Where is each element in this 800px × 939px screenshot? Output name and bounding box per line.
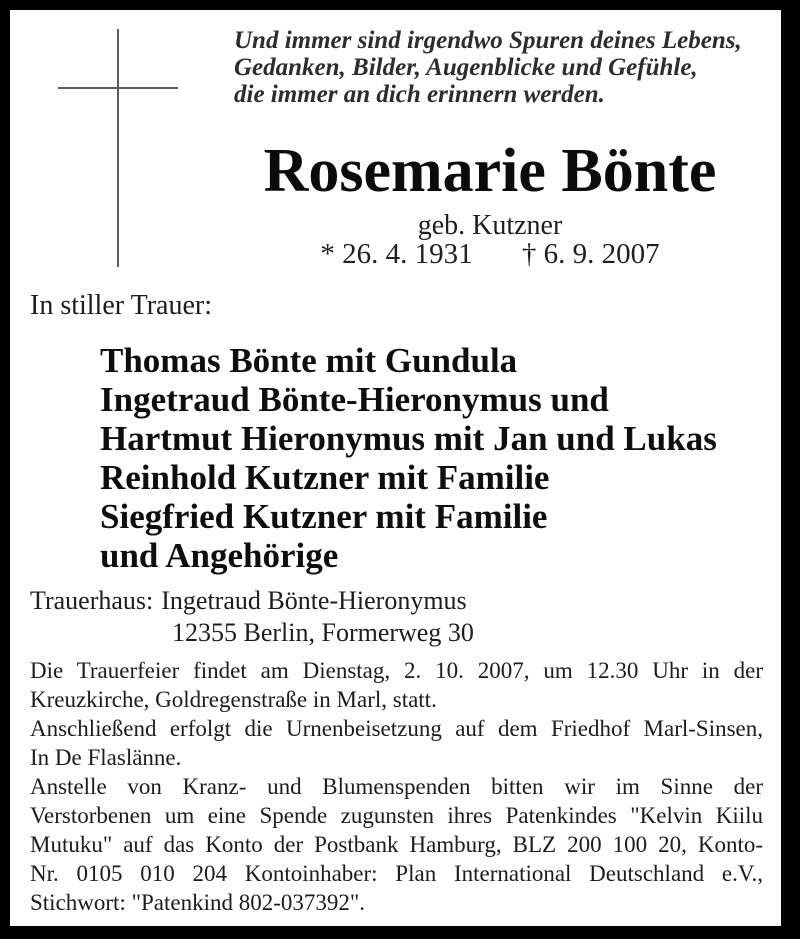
details-line: Nr. 0105 010 204 Kontoinhaber: Plan International Deutschland e.V., <box>30 861 763 886</box>
birth-date: * 26. 4. 1931 <box>320 238 473 270</box>
trauerhaus-label: Trauerhaus: <box>30 586 154 615</box>
trauerhaus-name: Ingetraud Bönte-Hieronymus <box>161 586 467 615</box>
details-line: Stichwort: "Patenkind 802-037392". <box>30 890 366 915</box>
epigraph <box>234 27 774 108</box>
trauerhaus-address: 12355 Berlin, Formerweg 30 <box>172 618 474 647</box>
cross-horizontal-bar <box>58 87 178 89</box>
maiden-name: geb. Kutzner <box>417 210 563 241</box>
trauerhaus-line <box>30 585 474 617</box>
details-line: Kreuzkirche, Goldregenstraße in Marl, statt. <box>30 687 437 712</box>
details-line: Anschließend erfolgt die Urnenbeisetzung auf dem Friedhof Marl-Sinsen, <box>30 716 763 741</box>
epigraph-line: Und immer sind irgendwo Spuren deines Lebens, <box>234 27 742 54</box>
mourner-line: Ingetraud Bönte-Hieronymus und <box>100 380 609 419</box>
cross-vertical-bar <box>117 29 119 267</box>
death-date: † 6. 9. 2007 <box>521 238 660 270</box>
mourner-line: und Angehörige <box>100 536 339 575</box>
mourner-line: Siegfried Kutzner mit Familie <box>100 497 548 536</box>
details-line: Mutuku" auf das Konto der Postbank Hamburg, BLZ 200 100 20, Konto- <box>30 832 763 857</box>
epigraph-line: Gedanken, Bilder, Augenblicke und Gefühle, <box>234 54 698 81</box>
trauerhaus-block <box>30 585 474 649</box>
details-line: Anstelle von Kranz- und Blumenspenden bitten wir im Sinne der <box>30 774 763 799</box>
obituary-card <box>10 10 781 926</box>
details-line: In De Flaslänne. <box>30 745 182 770</box>
details-line: Verstorbenen um eine Spende zugunsten ihres Patenkindes "Kelvin Kiilu <box>30 803 763 828</box>
details-line: Die Trauerfeier findet am Dienstag, 2. 10. 2007, um 12.30 Uhr in der <box>30 658 763 683</box>
funeral-details <box>30 656 763 917</box>
epigraph-line: die immer an dich erinnern werden. <box>234 81 605 108</box>
life-dates <box>220 240 760 269</box>
mourner-line: Reinhold Kutzner mit Familie <box>100 458 550 497</box>
deceased-name: Rosemarie Bönte <box>263 137 717 205</box>
mourning-intro: In stiller Trauer: <box>30 290 212 321</box>
mourner-line: Thomas Bönte mit Gundula <box>100 341 518 380</box>
mourner-line: Hartmut Hieronymus mit Jan und Lukas <box>100 419 717 458</box>
mourners-list <box>100 341 717 575</box>
